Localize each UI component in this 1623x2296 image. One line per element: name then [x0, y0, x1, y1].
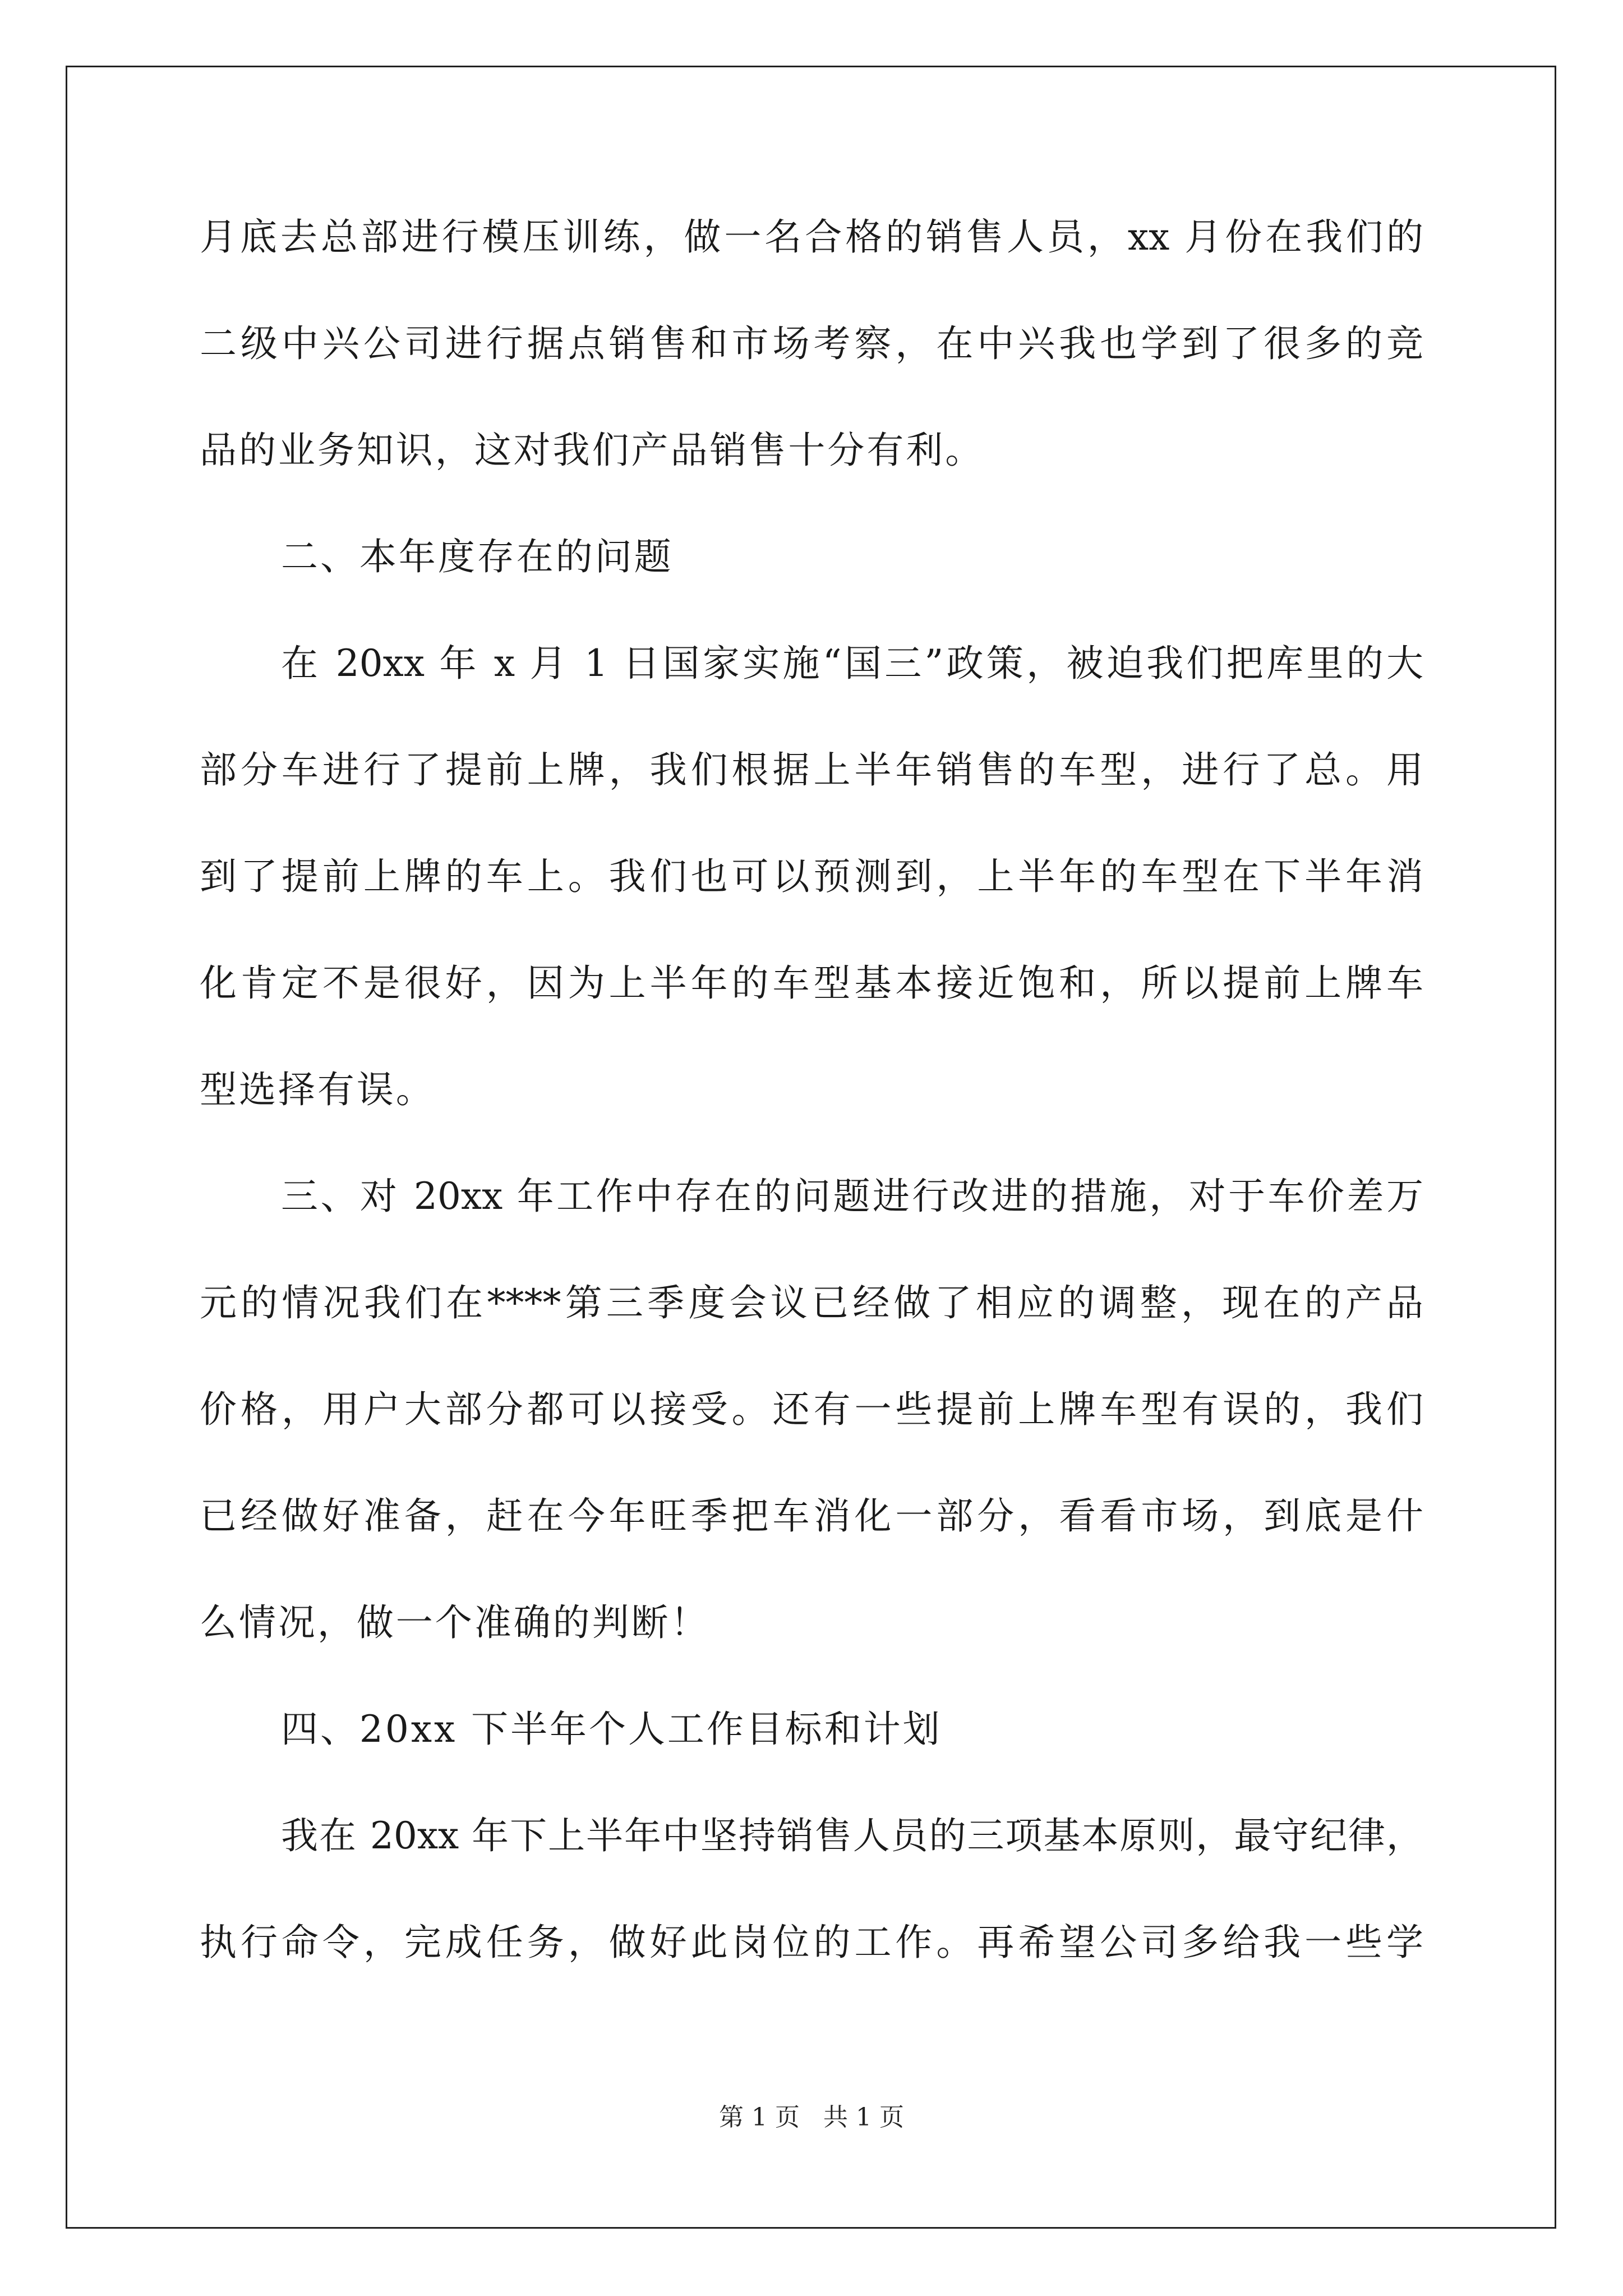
- paragraph-line: 月底去总部进行模压训练，做一名合格的销售人员，xx 月份在我们的: [200, 215, 1423, 259]
- paragraph-line: 部分车进行了提前上牌，我们根据上半年销售的车型，进行了总。用: [200, 748, 1423, 792]
- section-heading: 四、20xx 下半年个人工作目标和计划: [281, 1708, 942, 1751]
- paragraph-line: 在 20xx 年 x 月 1 日国家实施“国三”政策，被迫我们把库里的大: [281, 642, 1423, 685]
- paragraph-line: 么情况，做一个准确的判断！: [200, 1601, 710, 1644]
- paragraph-line: 化肯定不是很好，因为上半年的车型基本接近饱和，所以提前上牌车: [200, 961, 1423, 1005]
- paragraph-line: 三、对 20xx 年工作中存在的问题进行改进的措施，对于车价差万: [281, 1175, 1423, 1218]
- paragraph-line: 型选择有误。: [200, 1068, 435, 1111]
- page-number: 第 1 页 共 1 页: [719, 2103, 904, 2132]
- page-footer: [0, 2104, 1623, 2132]
- paragraph-line: 执行命令，完成任务，做好此岗位的工作。再希望公司多给我一些学: [200, 1921, 1423, 1964]
- section-heading: 二、本年度存在的问题: [281, 535, 674, 578]
- paragraph-line: 我在 20xx 年下上半年中坚持销售人员的三项基本原则，最守纪律，: [281, 1814, 1423, 1857]
- paragraph-line: 价格，用户大部分都可以接受。还有一些提前上牌车型有误的，我们: [200, 1388, 1423, 1431]
- document-body: [200, 215, 1423, 2031]
- paragraph-line: 已经做好准备，赶在今年旺季把车消化一部分，看看市场，到底是什: [200, 1494, 1423, 1538]
- paragraph-line: 到了提前上牌的车上。我们也可以预测到，上半年的车型在下半年消: [200, 855, 1423, 898]
- paragraph-line: 元的情况我们在****第三季度会议已经做了相应的调整，现在的产品: [200, 1281, 1423, 1324]
- paragraph-line: 品的业务知识，这对我们产品销售十分有利。: [200, 429, 985, 472]
- paragraph-line: 二级中兴公司进行据点销售和市场考察，在中兴我也学到了很多的竞: [200, 322, 1423, 365]
